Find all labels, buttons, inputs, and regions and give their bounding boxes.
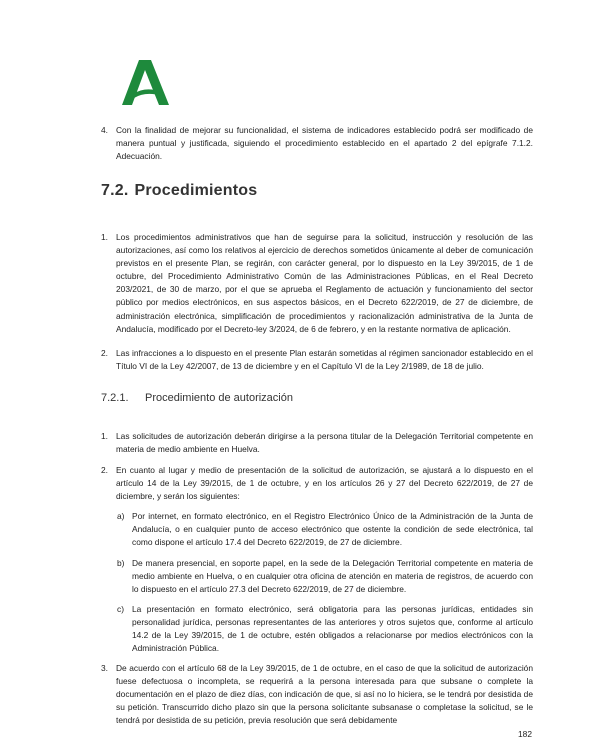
paragraph-2 (101, 347, 533, 373)
list-number: 3. (101, 663, 108, 673)
paragraph-text: Las solicitudes de autorización deberán dirigirse a la persona titular de la Delegación Territorial competente en materia de medio ambiente en Huelva. (116, 431, 533, 455)
list-letter: a) (117, 511, 125, 521)
page-number: 182 (518, 729, 532, 739)
list-number: 1. (101, 232, 108, 242)
subsection-number: 7.2.1. (101, 392, 129, 404)
list-letter: b) (117, 558, 125, 568)
list-item-text: De manera presencial, en soporte papel, en la sede de la Delegación Territorial competente en materia de medio ambiente en Huelva, o en cualquier otra oficina de atención en materia de registros, de acuerdo con lo dispuesto en el artículo 27.3 del Decreto 622/2019, de 27 de diciembre. (132, 558, 533, 595)
section-number: 7.2. (101, 182, 129, 199)
subsection-paragraph-2 (101, 464, 533, 503)
list-item-text: Por internet, en formato electrónico, en el Registro Electrónico Único de la Administración de la Junta de Andalucía, o en cualquier punto de acceso electrónico que ostente la condición de sede electrónica, tal como dispone el artículo 17.4 del Decreto 622/2019, de 27 de diciembre. (132, 511, 533, 548)
section-title: Procedimientos (134, 182, 258, 199)
list-letter: c) (117, 604, 124, 614)
subsection-heading (101, 392, 293, 404)
list-item-a (117, 510, 533, 549)
list-number: 2. (101, 348, 108, 358)
paragraph-1 (101, 231, 533, 336)
paragraph-text: Las infracciones a lo dispuesto en el presente Plan estarán sometidas al régimen sancionador establecido en el Título VI de la Ley 42/2007, de 13 de diciembre y en el Capítulo VI de la Ley 2/1989, de 18 de julio. (116, 348, 533, 372)
list-number: 1. (101, 431, 108, 441)
paragraph-text: De acuerdo con el artículo 68 de la Ley 39/2015, de 1 de octubre, en el caso de que la solicitud de autorización fuese defectuosa o incompleta, se requerirá a la persona interesada para que subsane o complete la documentación en el plazo de diez días, con indicación de que, si así no lo hiciera, se le tendrá por desistida de su petición. Transcurrido dicho plazo sin que la persona solicitante subsanase o completase la solicitud, se le tendrá por desistida de su petición, previa resolución que será debidamente (116, 663, 533, 726)
subsection-paragraph-3 (101, 662, 533, 727)
subsection-title: Procedimiento de autorización (145, 392, 293, 404)
list-number: 4. (101, 125, 108, 135)
paragraph-text: Con la finalidad de mejorar su funcionalidad, el sistema de indicadores establecido podrá ser modificado de manera puntual y justificada, siguiendo el procedimiento establecido en el apartado 2 del epígrafe 7.1.2. Adecuación. (116, 125, 533, 162)
subsection-paragraph-1 (101, 430, 533, 456)
junta-andalucia-logo-icon (122, 60, 170, 106)
list-number: 2. (101, 465, 108, 475)
list-item-c (117, 603, 533, 655)
paragraph-text: Los procedimientos administrativos que han de seguirse para la solicitud, instrucción y resolución de las autorizaciones, así como los relativos al ejercicio de derechos sometidos únicamente al deber de comunicación previstos en el presente Plan, se regirán, con carácter general, por lo dispuesto en la Ley 39/2015, de 1 de octubre, del Procedimiento Administrativo Común de las Administraciones Públicas, en el Real Decreto 203/2021, de 30 de marzo, por el que se aprueba el Reglamento de actuación y funcionamiento del sector público por medios electrónicos, en sus aspectos básicos, en el Decreto 622/2019, de 27 de diciembre, de administración electrónica, simplificación de procedimientos y racionalización administrativa de la Junta de Andalucía, modificado por el Decreto-ley 3/2024, de 6 de febrero, y en la restante normativa de aplicación. (116, 232, 533, 334)
section-heading (101, 182, 257, 200)
paragraph-text: En cuanto al lugar y medio de presentación de la solicitud de autorización, se ajustará a lo dispuesto en el artículo 14 de la Ley 39/2015, de 1 de octubre, y en los artículos 26 y 27 del Decreto 622/2019, de 27 de diciembre, y serán los siguientes: (116, 465, 533, 502)
list-item-text: La presentación en formato electrónico, será obligatoria para las personas jurídicas, entidades sin personalidad jurídica, personas representantes de las anteriores y otros sujetos que, conforme al artículo 14.2 de la Ley 39/2015, de 1 de octubre, estén obligados a relacionarse por medios electrónicos con la Administración Pública. (132, 604, 533, 654)
list-item-b (117, 557, 533, 596)
paragraph-4 (101, 124, 533, 163)
